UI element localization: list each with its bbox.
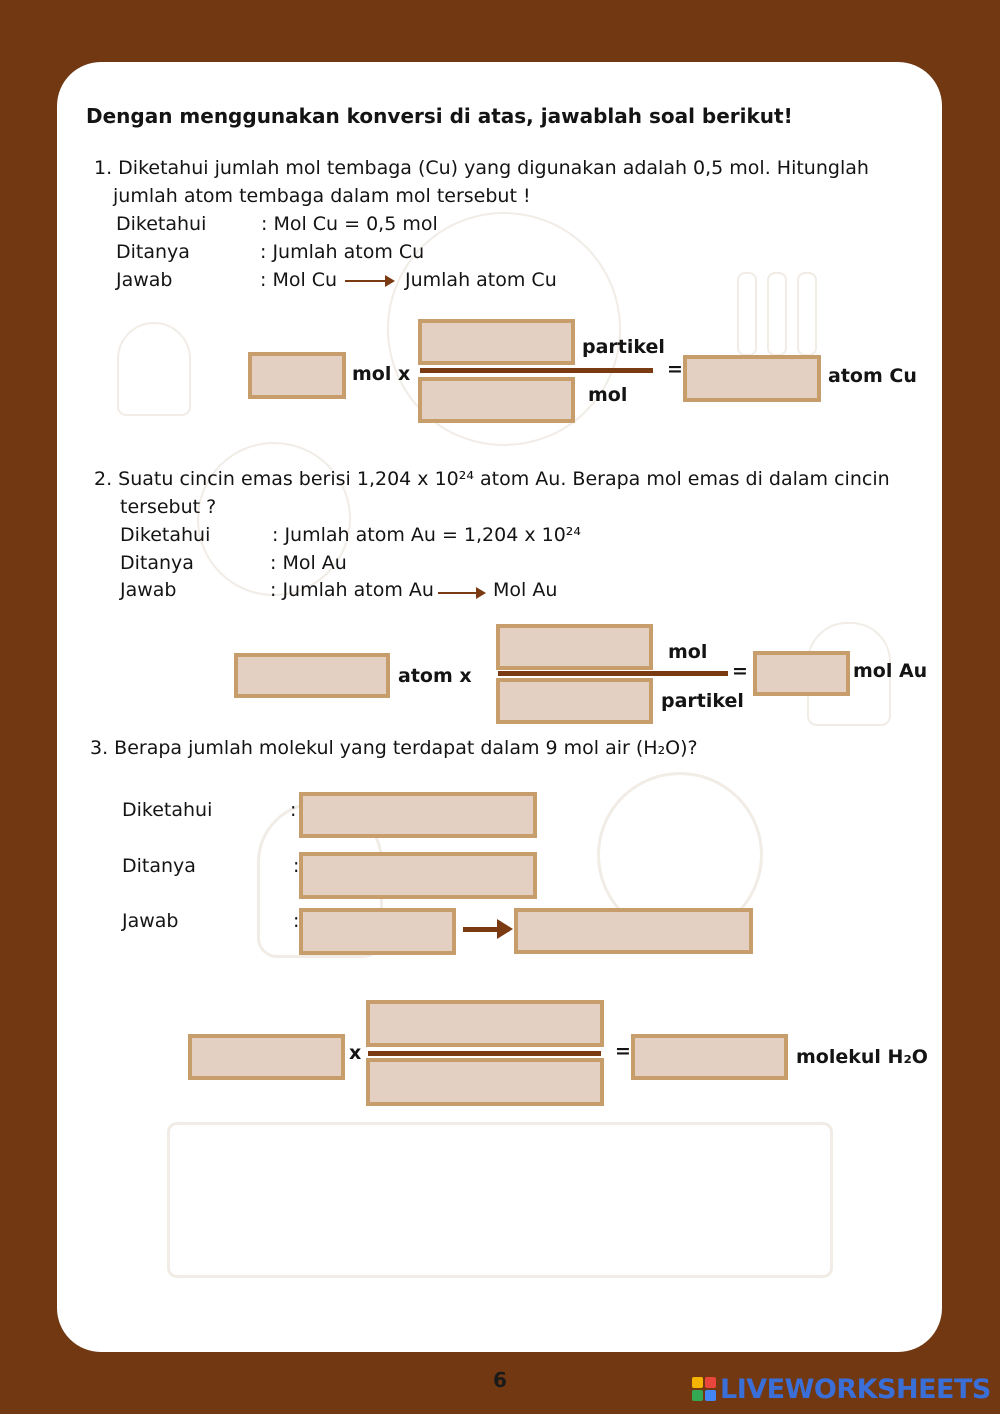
logo-tile [692, 1377, 703, 1388]
q3-times-sign: x [349, 1042, 362, 1064]
q3-result-input[interactable] [631, 1034, 788, 1080]
q2-denominator-input[interactable] [496, 678, 653, 724]
q1-numerator-input[interactable] [418, 319, 575, 365]
q1-known-value: : Mol Cu = 0,5 mol [261, 213, 438, 235]
watermark-tube-decor [767, 272, 787, 356]
q2-text-line1: 2. Suatu cincin emas berisi 1,204 x 10²⁴ atom Au. Berapa mol emas di dalam cincin [94, 468, 890, 490]
arrow-icon [345, 280, 393, 282]
q2-atom-input[interactable] [234, 653, 390, 698]
q1-numerator-unit: partikel [582, 336, 665, 358]
q1-text-line1: 1. Diketahui jumlah mol tembaga (Cu) yang digunakan adalah 0,5 mol. Hitunglah [94, 157, 869, 179]
q3-answer-colon: : [293, 910, 300, 932]
q3-fraction-bar [368, 1051, 601, 1056]
q2-equals-sign: = [732, 660, 748, 682]
page-number: 6 [493, 1368, 507, 1392]
q3-numerator-input[interactable] [366, 1000, 604, 1047]
watermark-tube-decor [797, 272, 817, 356]
q1-answer-label: Jawab [116, 269, 173, 291]
q3-answer-to-input[interactable] [514, 908, 753, 954]
q3-asked-colon: : [293, 855, 300, 877]
liveworksheets-logo-text: LIVEWORKSHEETS [720, 1373, 991, 1405]
q1-asked-label: Ditanya [116, 241, 190, 263]
q1-result-input[interactable] [683, 355, 821, 402]
q2-text-line2: tersebut ? [120, 496, 217, 518]
q2-denominator-unit: partikel [661, 690, 744, 712]
q1-text-line2: jumlah atom tembaga dalam mol tersebut ! [113, 185, 531, 207]
q1-equals-sign: = [667, 358, 683, 380]
liveworksheets-logo[interactable] [692, 1374, 991, 1404]
liveworksheets-logo-icon [692, 1377, 716, 1401]
q3-known-input[interactable] [299, 792, 537, 838]
logo-tile [705, 1390, 716, 1401]
q3-asked-input[interactable] [299, 852, 537, 899]
q3-question-text: 3. Berapa jumlah molekul yang terdapat dalam 9 mol air (H₂O)? [90, 737, 698, 759]
q2-fraction-bar [498, 671, 728, 676]
q1-denominator-unit: mol [588, 384, 628, 406]
instruction-heading: Dengan menggunakan konversi di atas, jawablah soal berikut! [86, 104, 793, 128]
q3-answer-label: Jawab [122, 910, 179, 932]
watermark-tube-decor [737, 272, 757, 356]
q2-answer-label: Jawab [120, 579, 177, 601]
q3-known-label: Diketahui [122, 799, 213, 821]
q1-unit-left: mol x [352, 363, 411, 385]
q2-answer-to: Mol Au [493, 579, 558, 601]
q2-answer-from: : Jumlah atom Au [270, 579, 434, 601]
q3-value-input[interactable] [188, 1034, 345, 1080]
q2-asked-label: Ditanya [120, 552, 194, 574]
q1-mol-input[interactable] [248, 352, 346, 399]
logo-tile [705, 1377, 716, 1388]
watermark-flask-decor [117, 322, 191, 416]
arrow-icon [438, 592, 484, 594]
q1-asked-value: : Jumlah atom Cu [260, 241, 425, 263]
q3-equals-sign: = [615, 1040, 631, 1062]
watermark-table-decor [167, 1122, 833, 1278]
q3-answer-from-input[interactable] [299, 908, 456, 955]
q2-known-label: Diketahui [120, 524, 211, 546]
q2-unit-left: atom x [398, 665, 472, 687]
q2-result-input[interactable] [753, 651, 850, 696]
q1-denominator-input[interactable] [418, 377, 575, 423]
logo-tile [692, 1390, 703, 1401]
q3-denominator-input[interactable] [366, 1058, 604, 1106]
q2-result-unit: mol Au [853, 660, 928, 682]
q3-asked-label: Ditanya [122, 855, 196, 877]
q3-known-colon: : [290, 799, 297, 821]
q2-numerator-unit: mol [668, 641, 708, 663]
q3-result-unit: molekul H₂O [796, 1046, 928, 1068]
q1-answer-from: : Mol Cu [260, 269, 338, 291]
arrow-icon [463, 927, 509, 932]
q1-fraction-bar [420, 368, 653, 373]
q2-asked-value: : Mol Au [270, 552, 347, 574]
q2-known-value: : Jumlah atom Au = 1,204 x 10²⁴ [272, 524, 582, 546]
q1-known-label: Diketahui [116, 213, 207, 235]
q1-result-unit: atom Cu [828, 365, 917, 387]
q1-answer-to: Jumlah atom Cu [405, 269, 557, 291]
q2-numerator-input[interactable] [496, 624, 653, 670]
